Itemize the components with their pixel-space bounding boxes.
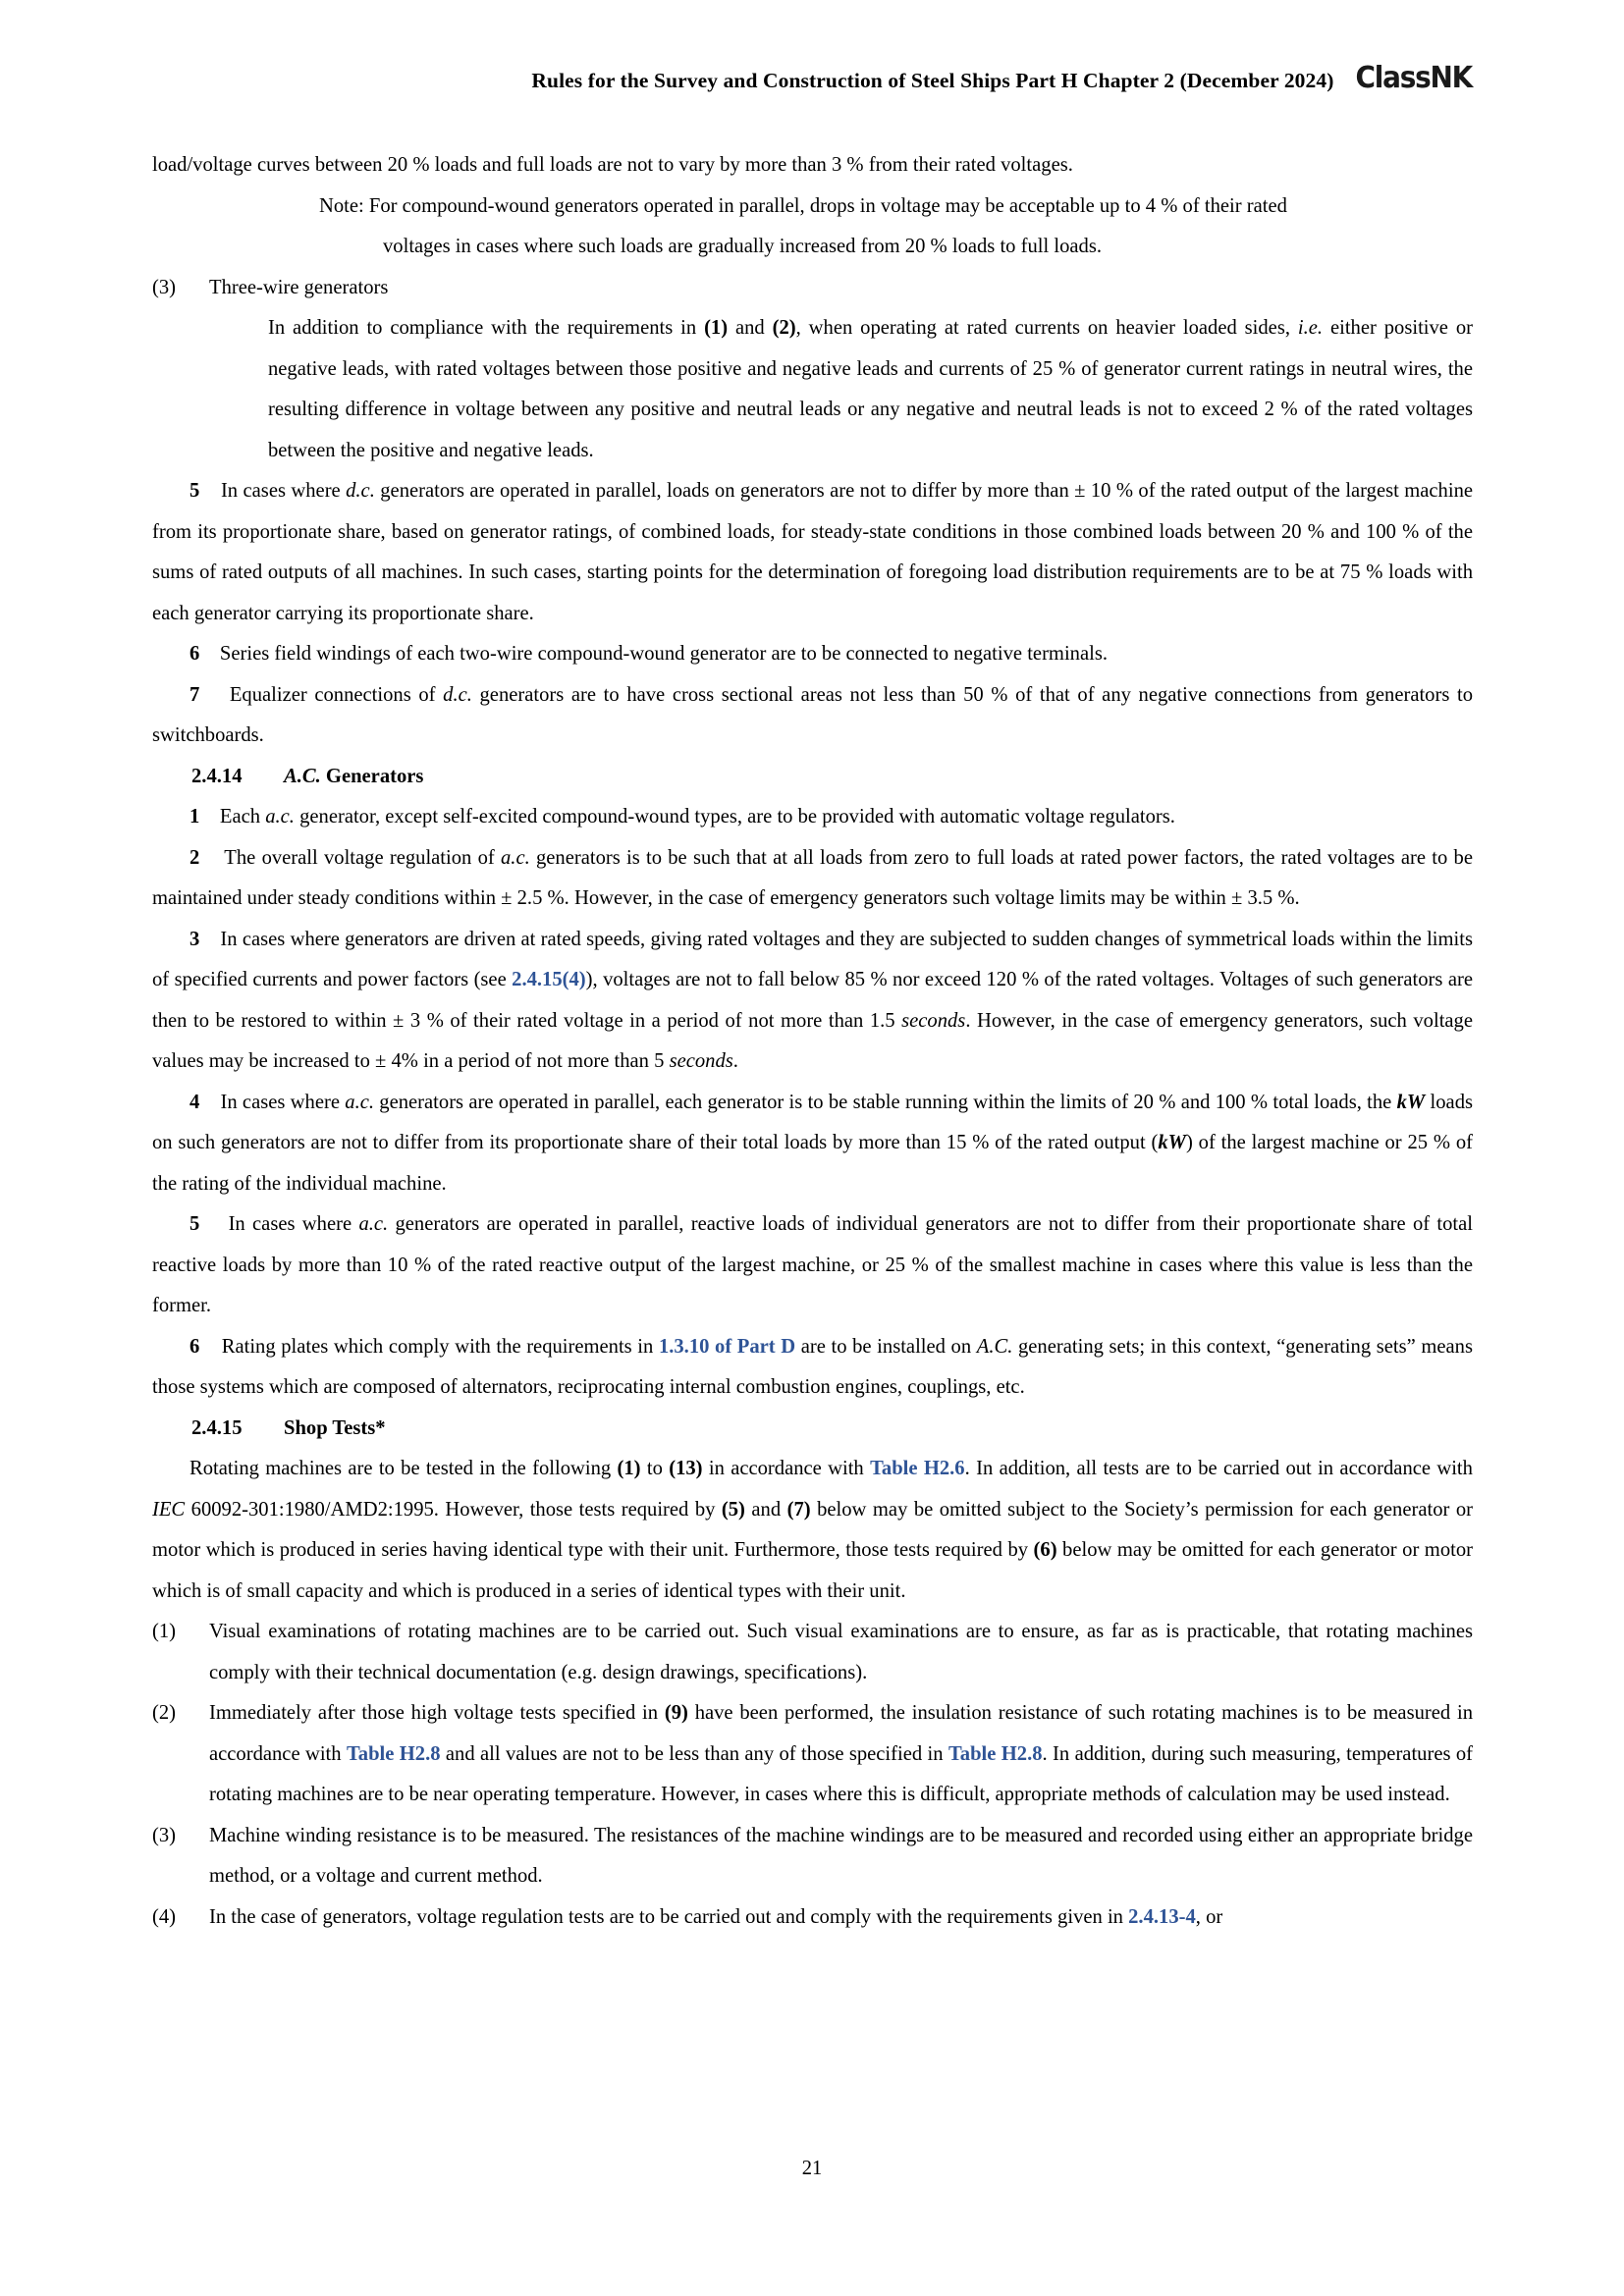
paragraph-carryover: load/voltage curves between 20 % loads and full loads are not to vary by more than 3 % from their rated voltages. — [152, 154, 1073, 176]
cross-reference-link-1-3-10-part-d[interactable]: 1.3.10 of Part D — [658, 1335, 796, 1358]
italic-iec: IEC — [152, 1498, 186, 1521]
italic-dc: d.c. — [443, 683, 472, 706]
cross-reference-link-2-4-13-4[interactable]: 2.4.13-4 — [1128, 1905, 1196, 1928]
cross-reference-link-2-4-15-4[interactable]: 2.4.15(4) — [512, 969, 586, 990]
italic-ac: a.c. — [345, 1091, 375, 1113]
italic-ac: a.c. — [501, 846, 530, 869]
ref-bold-5: (5) — [721, 1498, 745, 1521]
list-marker: (3) — [152, 276, 177, 298]
italic-ac: a.c. — [265, 806, 295, 828]
cross-reference-link-table-h2-6[interactable]: Table H2.6 — [870, 1458, 965, 1479]
italic-seconds-1: seconds — [901, 1009, 966, 1032]
paragraph-number: 3 — [189, 928, 200, 950]
heading-2-4-14 — [152, 757, 1473, 798]
ref-bold-6: (6) — [1033, 1539, 1057, 1561]
ref-bold-1: (1) — [617, 1458, 641, 1479]
note-line-1: Note: For compound-wound generators operated in parallel, drops in voltage may be acceptable up to 4 % of their rated — [319, 194, 1287, 217]
list-item-text: Machine winding resistance is to be measured. The resistances of the machine windings are to be measured and recorded using either an appropriate bridge method, or a voltage and current method. — [209, 1824, 1473, 1887]
list-item-three-wire-title — [152, 268, 1473, 309]
heading-title-rest: Generators — [320, 765, 424, 787]
shop-test-item-4 — [152, 1897, 1473, 1939]
note-line-2: voltages in cases where such loads are gradually increased from 20 % loads to full loads. — [383, 236, 1102, 257]
shop-test-item-3 — [152, 1816, 1473, 1897]
paragraph-number: 1 — [189, 806, 200, 828]
paragraph-number: 2 — [189, 846, 200, 869]
paragraph-number: 4 — [189, 1091, 200, 1113]
paragraph-dc-7: 7 Equalizer connections of d.c. generators are to have cross sectional areas not less than 50 % of that of any negative connections from generators to switchboards. — [152, 683, 1474, 746]
italic-seconds-2: seconds — [669, 1050, 733, 1072]
cross-reference-link-table-h2-8-a[interactable]: Table H2.8 — [346, 1742, 441, 1765]
shop-test-item-1 — [152, 1612, 1473, 1693]
paragraph-dc-5: 5 In cases where d.c. generators are operated in parallel, loads on generators are not to differ by more than ± 10 % of the rated output of the largest machine from its proportionate share, based on generator ratings, of combined loads, for steady-state conditions in those combined loads between 20 % and 100 % of the sums of rated outputs of all machines. In such cases, starting points for the determination of foregoing load distribution requirements are to be at 75 % loads with each generator carrying its proportionate share. — [152, 480, 1474, 624]
italic-kw-2: kW — [1158, 1132, 1186, 1153]
ref-bold-7: (7) — [786, 1498, 811, 1521]
ref-bold-13: (13) — [669, 1458, 703, 1479]
document-body — [152, 145, 1473, 1938]
ref-bold-1: (1) — [704, 317, 729, 339]
italic-kw-1: kW — [1396, 1091, 1426, 1113]
paragraph-ac-5: 5 In cases where a.c. generators are operated in parallel, reactive loads of individual generators are not to differ from their proportionate share of total reactive loads by more than 10 % of the rated reactive output of the largest machine, or 25 % of the smallest machine in cases where this value is less than the former. — [152, 1213, 1474, 1316]
list-item-title: Three-wire generators — [209, 276, 389, 298]
paragraph-ac-4: 4 In cases where a.c. generators are operated in parallel, each generator is to be stable running within the limits of 20 % and 100 % total loads, the kW loads on such generators are not to differ from its proportionate share of their total loads by more than 15 % of the rated output (kW) of the largest machine or 25 % of the rating of the individual machine. — [152, 1091, 1473, 1195]
italic-ie: i.e. — [1297, 317, 1324, 339]
paragraph-number: 6 — [189, 1335, 200, 1358]
paragraph-dc-6: 6 Series field windings of each two-wire compound-wound generator are to be connected to negative terminals. — [189, 643, 1108, 665]
list-marker: (2) — [152, 1702, 177, 1724]
paragraph-ac-6: 6 Rating plates which comply with the requirements in 1.3.10 of Part D are to be installed on A.C. generating sets; in this context, “generating sets” means those systems which are composed of alternators, reciprocating internal combustion engines, couplings, etc. — [152, 1335, 1473, 1398]
page-number: 21 — [801, 2158, 823, 2179]
paragraph-three-wire-detail: In addition to compliance with the requirements in (1) and (2), when operating at rated currents on heavier loaded sides, i.e. either positive or negative leads, with rated voltages between those positive and negative leads and currents of 25 % of generator current ratings in neutral wires, the resulting difference in voltage between any positive and neutral leads or any negative and neutral leads is not to exceed 2 % of the rated voltages between the positive and negative leads. — [268, 317, 1473, 461]
paragraph-number: 7 — [189, 683, 200, 706]
cross-reference-link-table-h2-8-b[interactable]: Table H2.8 — [947, 1742, 1043, 1765]
heading-title-italic: A.C. — [284, 765, 321, 787]
list-item-text: Immediately after those high voltage tests specified in (9) have been performed, the insulation resistance of such rotating machines is to be measured in accordance with Table H2.8 and all values are not to be less than any of those specified in Table H2.8. In addition, during such measuring, temperatures of rotating machines are to be near operating temperature. However, in cases where this is difficult, appropriate methods of calculation may be used instead. — [209, 1702, 1474, 1805]
paragraph-ac-2: 2 The overall voltage regulation of a.c. generators is to be such that at all loads from zero to full loads at rated power factors, the rated voltages are to be maintained under steady conditions within ± 2.5 %. However, in the case of emergency generators such voltage limits may be within ± 3.5 %. — [152, 846, 1473, 909]
italic-ac: A.C. — [976, 1335, 1013, 1358]
shop-test-item-2 — [152, 1693, 1473, 1816]
ref-bold-2: (2) — [772, 317, 796, 339]
paragraph-shop-tests-intro: Rotating machines are to be tested in the following (1) to (13) in accordance with Table H2.6. In addition, all tests are to be carried out in accordance with IEC 60092-301:1980/AMD2:1995. However, those tests required by (5) and (7) below may be omitted subject to the Society’s permission for each generator or motor which is produced in series having identical type with their unit. Furthermore, those tests required by (6) below may be omitted for each generator or motor which is of small capacity and which is produced in a series of identical types with their unit. — [152, 1458, 1473, 1602]
page-footer — [0, 2158, 1624, 2180]
heading-number: 2.4.14 — [191, 765, 243, 787]
heading-number: 2.4.15 — [191, 1416, 243, 1439]
list-marker: (3) — [152, 1824, 177, 1846]
italic-dc: d.c. — [346, 480, 375, 502]
list-item-text: Visual examinations of rotating machines are to be carried out. Such visual examinations are to ensure, as far as is practicable, that rotating machines comply with their technical documentation (e.g. design drawings, specifications). — [209, 1621, 1473, 1683]
italic-ac: a.c. — [358, 1213, 389, 1235]
page-header — [157, 61, 1477, 95]
list-marker: (4) — [152, 1905, 177, 1928]
list-item-text: In the case of generators, voltage regulation tests are to be carried out and comply with the requirements given in 2.4.13-4, or — [209, 1905, 1223, 1928]
ref-bold-9: (9) — [664, 1702, 688, 1724]
header-title: Rules for the Survey and Construction of Steel Ships Part H Chapter 2 (December 2024) — [531, 69, 1334, 92]
paragraph-ac-1: 1 Each a.c. generator, except self-excited compound-wound types, are to be provided with automatic voltage regulators. — [189, 806, 1175, 828]
paragraph-number: 5 — [189, 480, 200, 502]
paragraph-number: 6 — [189, 643, 200, 665]
classnk-logo: ClassNK — [1355, 61, 1473, 95]
paragraph-number: 5 — [189, 1213, 200, 1235]
heading-title: Shop Tests* — [284, 1416, 386, 1439]
list-marker: (1) — [152, 1621, 177, 1642]
paragraph-ac-3: 3 In cases where generators are driven at rated speeds, giving rated voltages and they are subjected to sudden changes of symmetrical loads within the limits of specified currents and power factors (see 2.4.15(4)), voltages are not to fall below 85 % nor exceed 120 % of the rated voltages. Voltages of such generators are then to be restored to within ± 3 % of their rated voltage in a period of not more than 1.5 seconds. However, in the case of emergency generators, such voltage values may be increased to ± 4% in a period of not more than 5 seconds. — [152, 928, 1473, 1072]
heading-title — [284, 757, 423, 798]
heading-2-4-15 — [152, 1409, 1473, 1450]
